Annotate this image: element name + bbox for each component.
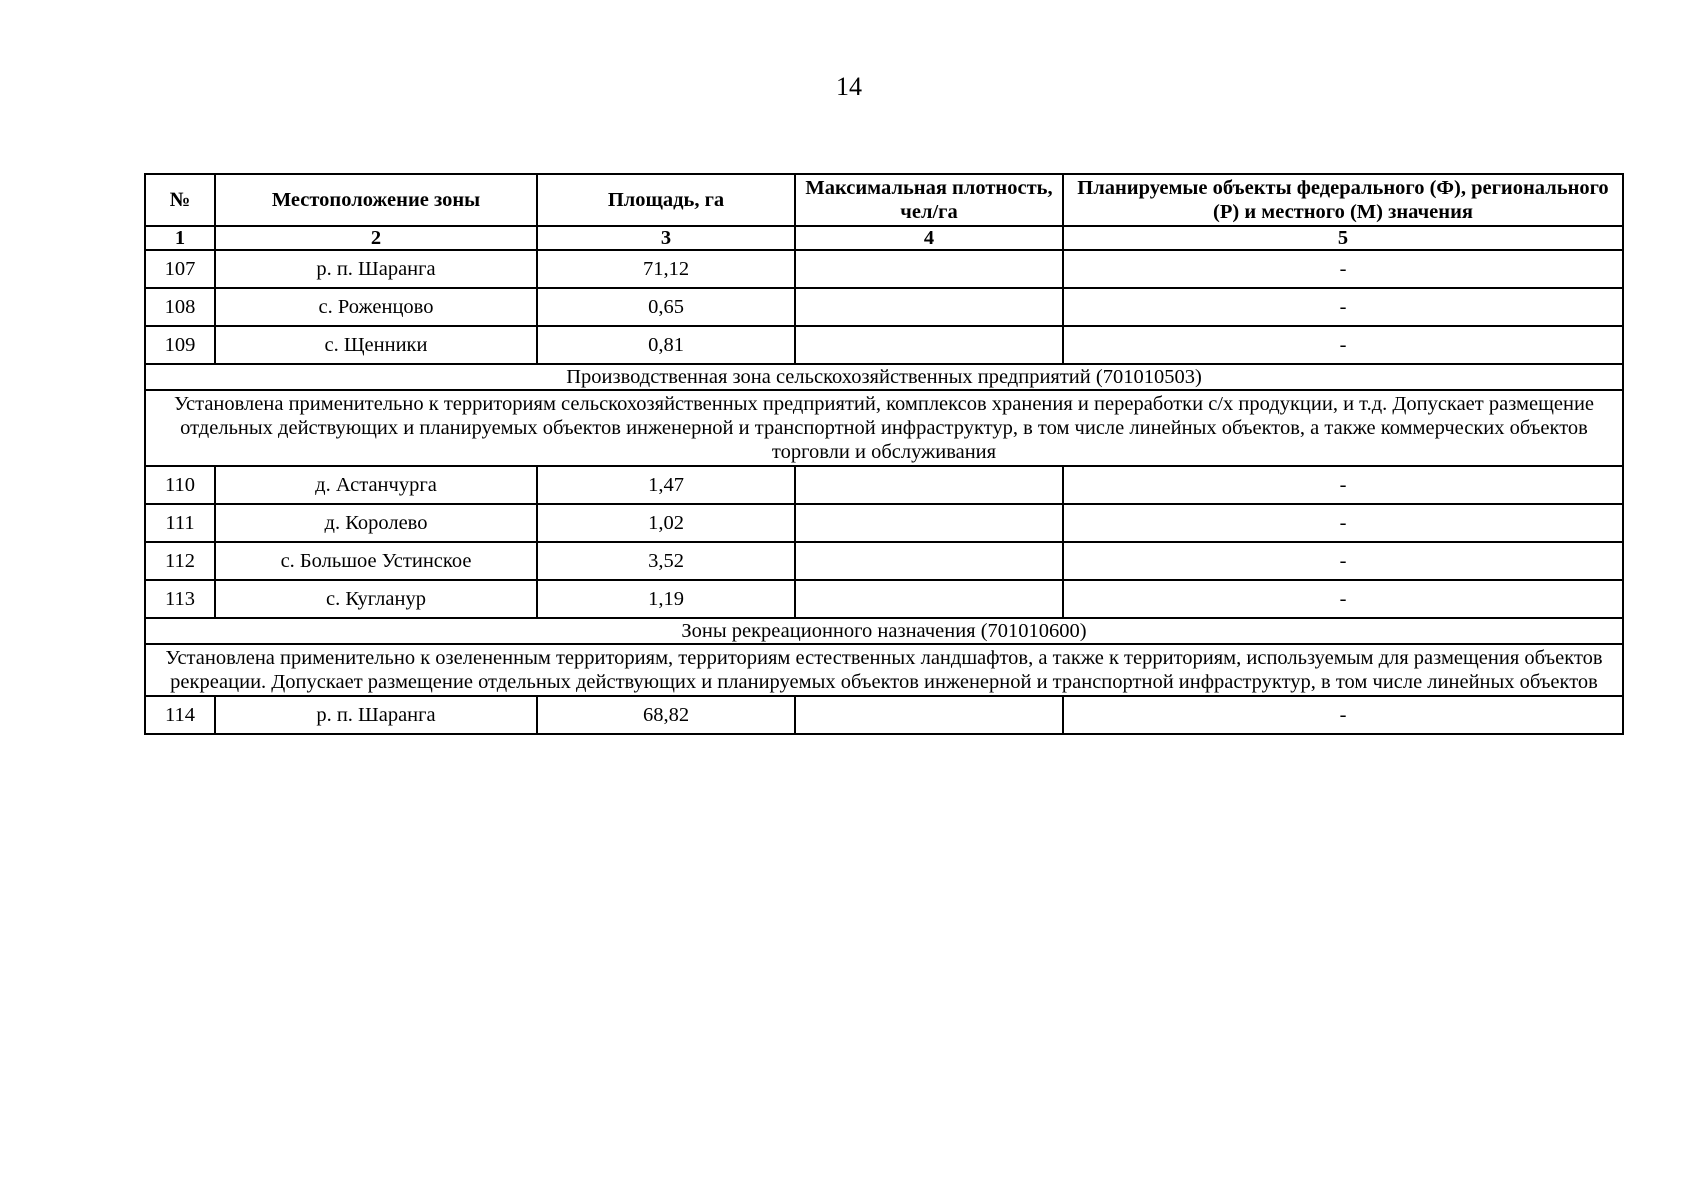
section-description-row <box>145 644 1623 696</box>
header-area: Площадь, га <box>537 174 795 226</box>
row-area: 1,02 <box>537 504 795 542</box>
row-density <box>795 580 1063 618</box>
row-location: с. Щенники <box>215 326 537 364</box>
table-row <box>145 250 1623 288</box>
header-location: Местоположение зоны <box>215 174 537 226</box>
table-row <box>145 504 1623 542</box>
table-row <box>145 326 1623 364</box>
table-row <box>145 542 1623 580</box>
row-location: с. Кугланур <box>215 580 537 618</box>
row-objects: - <box>1063 466 1623 504</box>
section-description-recreation: Установлена применительно к озелененным территориям, территориям естественных ландшафтов, а также к территориям, используемым для размещения объектов рекреации. Допускает размещение отдельных действующих и планируемых объектов инженерной и транспортной инфраструктур, в том числе линейных объектов <box>145 644 1623 696</box>
row-density <box>795 288 1063 326</box>
section-title-recreation: Зоны рекреационного назначения (701010600) <box>145 618 1623 644</box>
page-number: 14 <box>836 72 862 101</box>
row-objects: - <box>1063 288 1623 326</box>
column-index: 1 <box>145 226 215 250</box>
table-header-row <box>145 174 1623 226</box>
column-index: 3 <box>537 226 795 250</box>
zones-table <box>144 173 1624 735</box>
section-title-row <box>145 618 1623 644</box>
row-area: 68,82 <box>537 696 795 734</box>
row-objects: - <box>1063 326 1623 364</box>
row-number: 108 <box>145 288 215 326</box>
row-location: с. Роженцово <box>215 288 537 326</box>
section-description-agri: Установлена применительно к территориям сельскохозяйственных предприятий, комплексов хранения и переработки с/х продукции, и т.д. Допускает размещение отдельных действующих и планируемых объектов инженерной и транспортной инфраструктур, в том числе линейных объектов, а также коммерческих объектов торговли и обслуживания <box>145 390 1623 466</box>
column-index-row <box>145 226 1623 250</box>
row-number: 109 <box>145 326 215 364</box>
row-area: 1,47 <box>537 466 795 504</box>
row-number: 112 <box>145 542 215 580</box>
row-area: 3,52 <box>537 542 795 580</box>
row-objects: - <box>1063 504 1623 542</box>
column-index: 5 <box>1063 226 1623 250</box>
header-num: № <box>145 174 215 226</box>
row-location: д. Астанчурга <box>215 466 537 504</box>
row-density <box>795 250 1063 288</box>
row-number: 110 <box>145 466 215 504</box>
row-number: 107 <box>145 250 215 288</box>
row-density <box>795 326 1063 364</box>
table-row <box>145 580 1623 618</box>
table-row <box>145 466 1623 504</box>
row-area: 0,81 <box>537 326 795 364</box>
row-objects: - <box>1063 250 1623 288</box>
table-row <box>145 696 1623 734</box>
row-number: 113 <box>145 580 215 618</box>
row-location: д. Королево <box>215 504 537 542</box>
header-objects: Планируемые объекты федерального (Ф), регионального (Р) и местного (М) значения <box>1063 174 1623 226</box>
row-density <box>795 504 1063 542</box>
header-density: Максимальная плотность, чел/га <box>795 174 1063 226</box>
section-title-row <box>145 364 1623 390</box>
column-index: 2 <box>215 226 537 250</box>
row-area: 0,65 <box>537 288 795 326</box>
row-objects: - <box>1063 542 1623 580</box>
row-number: 111 <box>145 504 215 542</box>
row-objects: - <box>1063 580 1623 618</box>
row-area: 1,19 <box>537 580 795 618</box>
row-number: 114 <box>145 696 215 734</box>
row-density <box>795 466 1063 504</box>
table-row <box>145 288 1623 326</box>
row-area: 71,12 <box>537 250 795 288</box>
row-density <box>795 542 1063 580</box>
row-density <box>795 696 1063 734</box>
section-title-agri: Производственная зона сельскохозяйственных предприятий (701010503) <box>145 364 1623 390</box>
row-location: с. Большое Устинское <box>215 542 537 580</box>
row-location: р. п. Шаранга <box>215 250 537 288</box>
column-index: 4 <box>795 226 1063 250</box>
section-description-row <box>145 390 1623 466</box>
row-location: р. п. Шаранга <box>215 696 537 734</box>
row-objects: - <box>1063 696 1623 734</box>
